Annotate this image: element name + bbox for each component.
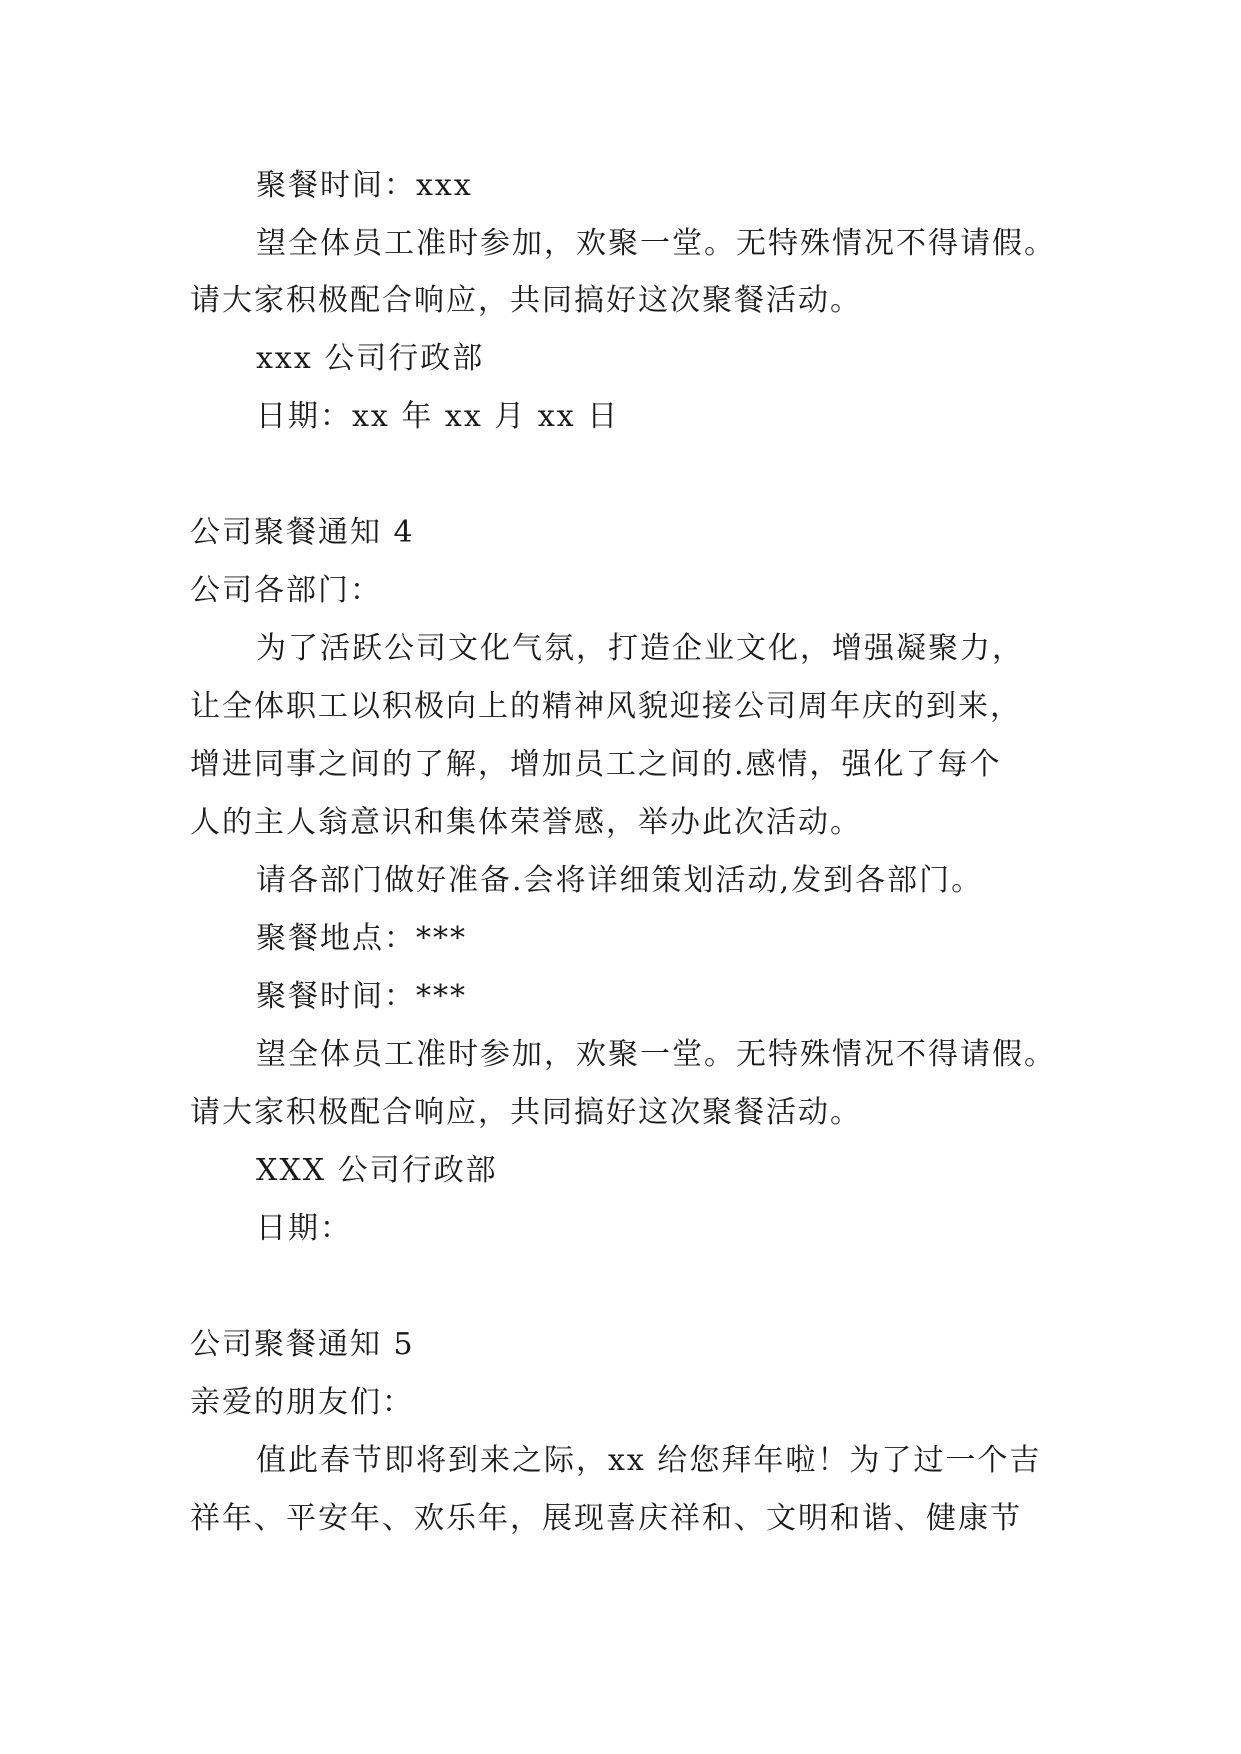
notice5-body-line-2: 祥年、平安年、欢乐年，展现喜庆祥和、文明和谐、健康节: [190, 1501, 1022, 1536]
notice4-place: 聚餐地点：***: [256, 921, 467, 956]
notice5-body-line-1: 值此春节即将到来之际，xx 给您拜年啦！为了过一个吉: [256, 1443, 1042, 1478]
notice5-title: 公司聚餐通知 5: [190, 1327, 415, 1362]
notice4-signature: XXX 公司行政部: [256, 1153, 498, 1188]
notice3-signature: xxx 公司行政部: [256, 341, 485, 376]
notice4-body-line-1: 为了活跃公司文化气氛，打造企业文化，增强凝聚力，: [256, 631, 1024, 666]
notice4-body-line-4: 人的主人翁意识和集体荣誉感，举办此次活动。: [190, 805, 862, 840]
notice4-closing-line-2: 请大家积极配合响应，共同搞好这次聚餐活动。: [190, 1095, 862, 1130]
notice3-time: 聚餐时间：xxx: [256, 168, 473, 203]
notice4-salutation: 公司各部门：: [190, 573, 382, 608]
notice4-closing-line-1: 望全体员工准时参加，欢聚一堂。无特殊情况不得请假。: [256, 1037, 1056, 1072]
notice4-date: 日期：: [256, 1211, 352, 1246]
notice4-body-line-2: 让全体职工以积极向上的精神风貌迎接公司周年庆的到来，: [190, 689, 1022, 724]
notice3-closing-line-1: 望全体员工准时参加，欢聚一堂。无特殊情况不得请假。: [256, 226, 1056, 261]
notice3-date: 日期：xx 年 xx 月 xx 日: [256, 399, 620, 434]
notice4-prepare: 请各部门做好准备.会将详细策划活动,发到各部门。: [256, 863, 984, 898]
notice4-body-line-3: 增进同事之间的了解，增加员工之间的.感情，强化了每个: [190, 747, 1002, 782]
notice4-time: 聚餐时间：***: [256, 979, 467, 1014]
notice5-salutation: 亲爱的朋友们：: [190, 1385, 414, 1420]
notice4-title: 公司聚餐通知 4: [190, 515, 415, 550]
notice3-closing-line-2: 请大家积极配合响应，共同搞好这次聚餐活动。: [190, 283, 862, 318]
